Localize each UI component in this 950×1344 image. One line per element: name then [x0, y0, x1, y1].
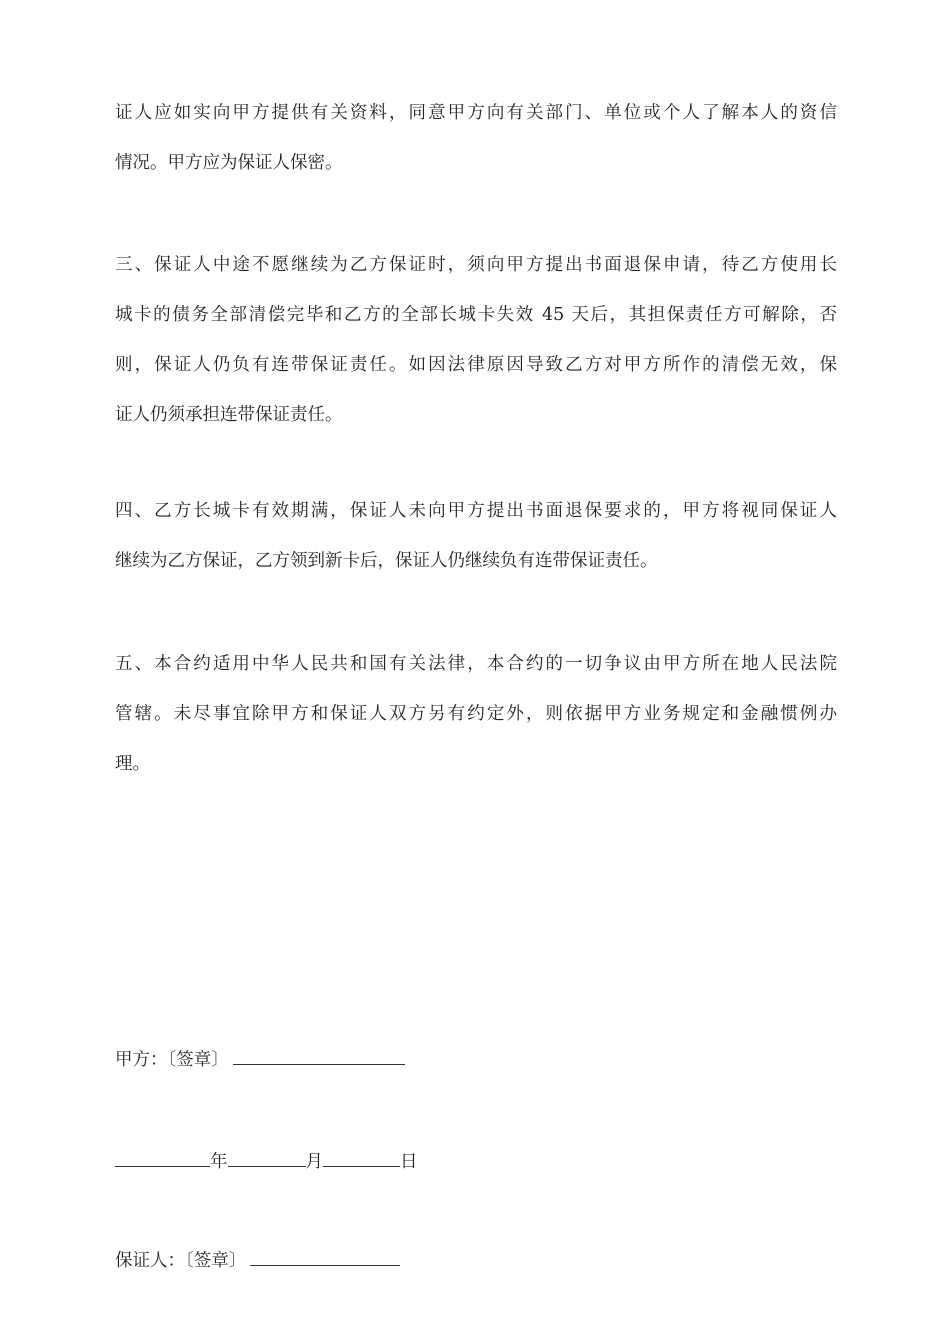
year-blank[interactable] — [115, 1150, 210, 1167]
clause-line: 继续为乙方保证，乙方领到新卡后，保证人仍继续负有连带保证责任。 — [115, 551, 658, 571]
clause-line: 四、乙方长城卡有效期满，保证人未向甲方提出书面退保要求的，甲方将视同保证人 — [115, 501, 837, 521]
guarantor-signature — [115, 1247, 400, 1275]
party-a-signature-line[interactable] — [233, 1048, 405, 1065]
guarantor-signature-line[interactable] — [250, 1249, 400, 1266]
signature-date — [115, 1148, 418, 1176]
clause-four — [115, 486, 837, 586]
year-label: 年 — [210, 1152, 228, 1172]
party-a-signature — [115, 1046, 405, 1074]
clause-line: 五、本合约适用中华人民共和国有关法律，本合约的一切争议由甲方所在地人民法院 — [115, 654, 837, 674]
clause-line: 城卡的债务全部清偿完毕和乙方的全部长城卡失效 45 天后，其担保责任方可解除，否 — [115, 305, 837, 325]
day-blank[interactable] — [323, 1150, 400, 1167]
clause-three — [115, 240, 837, 440]
party-a-label: 甲方：〔签章〕 — [115, 1050, 229, 1070]
clause-line: 三、保证人中途不愿继续为乙方保证时，须向甲方提出书面退保申请，待乙方使用长 — [115, 255, 837, 275]
clause-continuation — [115, 88, 837, 188]
clause-line: 则，保证人仍负有连带保证责任。如因法律原因导致乙方对甲方所作的清偿无效，保 — [115, 355, 837, 375]
clause-line: 证人仍须承担连带保证责任。 — [115, 405, 343, 425]
clause-five — [115, 639, 837, 789]
clause-line: 证人应如实向甲方提供有关资料，同意甲方向有关部门、单位或个人了解本人的资信 — [115, 103, 837, 123]
month-label: 月 — [305, 1152, 323, 1172]
guarantor-label: 保证人：〔签章〕 — [115, 1251, 247, 1271]
clause-line: 理。 — [115, 754, 150, 774]
clause-line: 情况。甲方应为保证人保密。 — [115, 153, 343, 173]
month-blank[interactable] — [228, 1150, 306, 1167]
day-label: 日 — [400, 1152, 418, 1172]
clause-line: 管辖。未尽事宜除甲方和保证人双方另有约定外，则依据甲方业务规定和金融惯例办 — [115, 704, 837, 724]
